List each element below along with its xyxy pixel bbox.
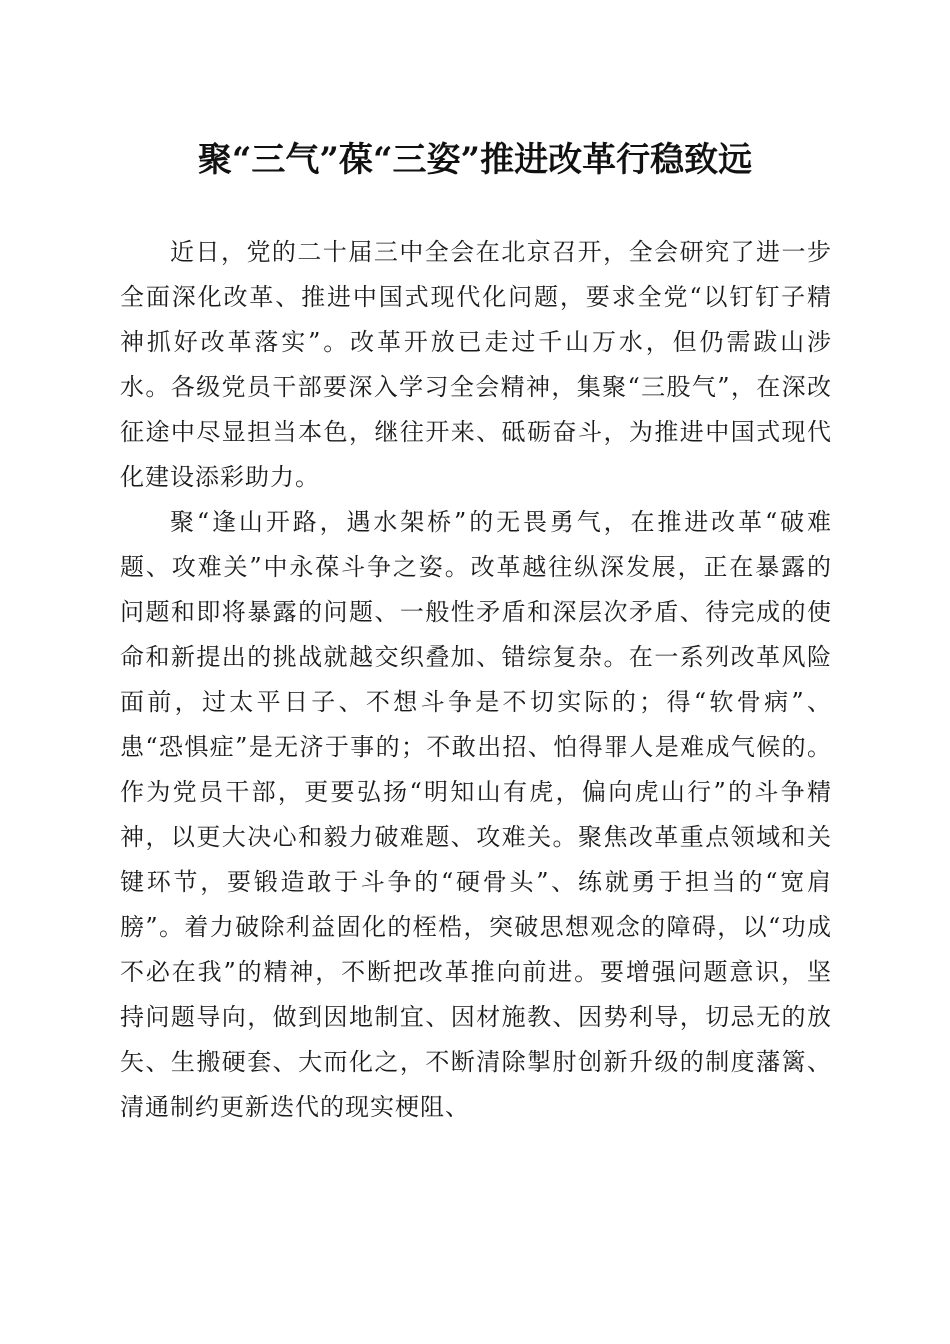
paragraph-2: 聚“逢山开路，遇水架桥”的无畏勇气，在推进改革“破难题、攻难关”中永葆斗争之姿。改革越往纵深发展，正在暴露的问题和即将暴露的问题、一般性矛盾和深层次矛盾、待完成的使命和新提出的挑战就越交织叠加、错综复杂。在一系列改革风险面前，过太平日子、不想斗争是不切实际的；得“软骨病”、患“恐惧症”是无济于事的；不敢出招、怕得罪人是难成气候的。作为党员干部，更要弘扬“明知山有虎，偏向虎山行”的斗争精神，以更大决心和毅力破难题、攻难关。聚焦改革重点领域和关键环节，要锻造敢于斗争的“硬骨头”、练就勇于担当的“宽肩膀”。着力破除利益固化的桎梏，突破思想观念的障碍，以“功成不必在我”的精神，不断把改革推向前进。要增强问题意识，坚持问题导向，做到因地制宜、因材施教、因势利导，切忌无的放矢、生搬硬套、大而化之，不断清除掣肘创新升级的制度藩篱、清通制约更新迭代的现实梗阻、: [120, 508, 832, 1121]
paragraph-1: 近日，党的二十届三中全会在北京召开，全会研究了进一步全面深化改革、推进中国式现代化问题，要求全党“以钉钉子精神抓好改革落实”。改革开放已走过千山万水，但仍需跋山涉水。各级党员干部要深入学习全会精神，集聚“三股气”，在深改征途中尽显担当本色，继往开来、砥砺奋斗，为推进中国式现代化建设添彩助力。: [120, 238, 832, 491]
document-title: 聚“三气”葆“三姿”推进改革行稳致远: [197, 140, 753, 180]
document-body: [120, 230, 832, 1130]
